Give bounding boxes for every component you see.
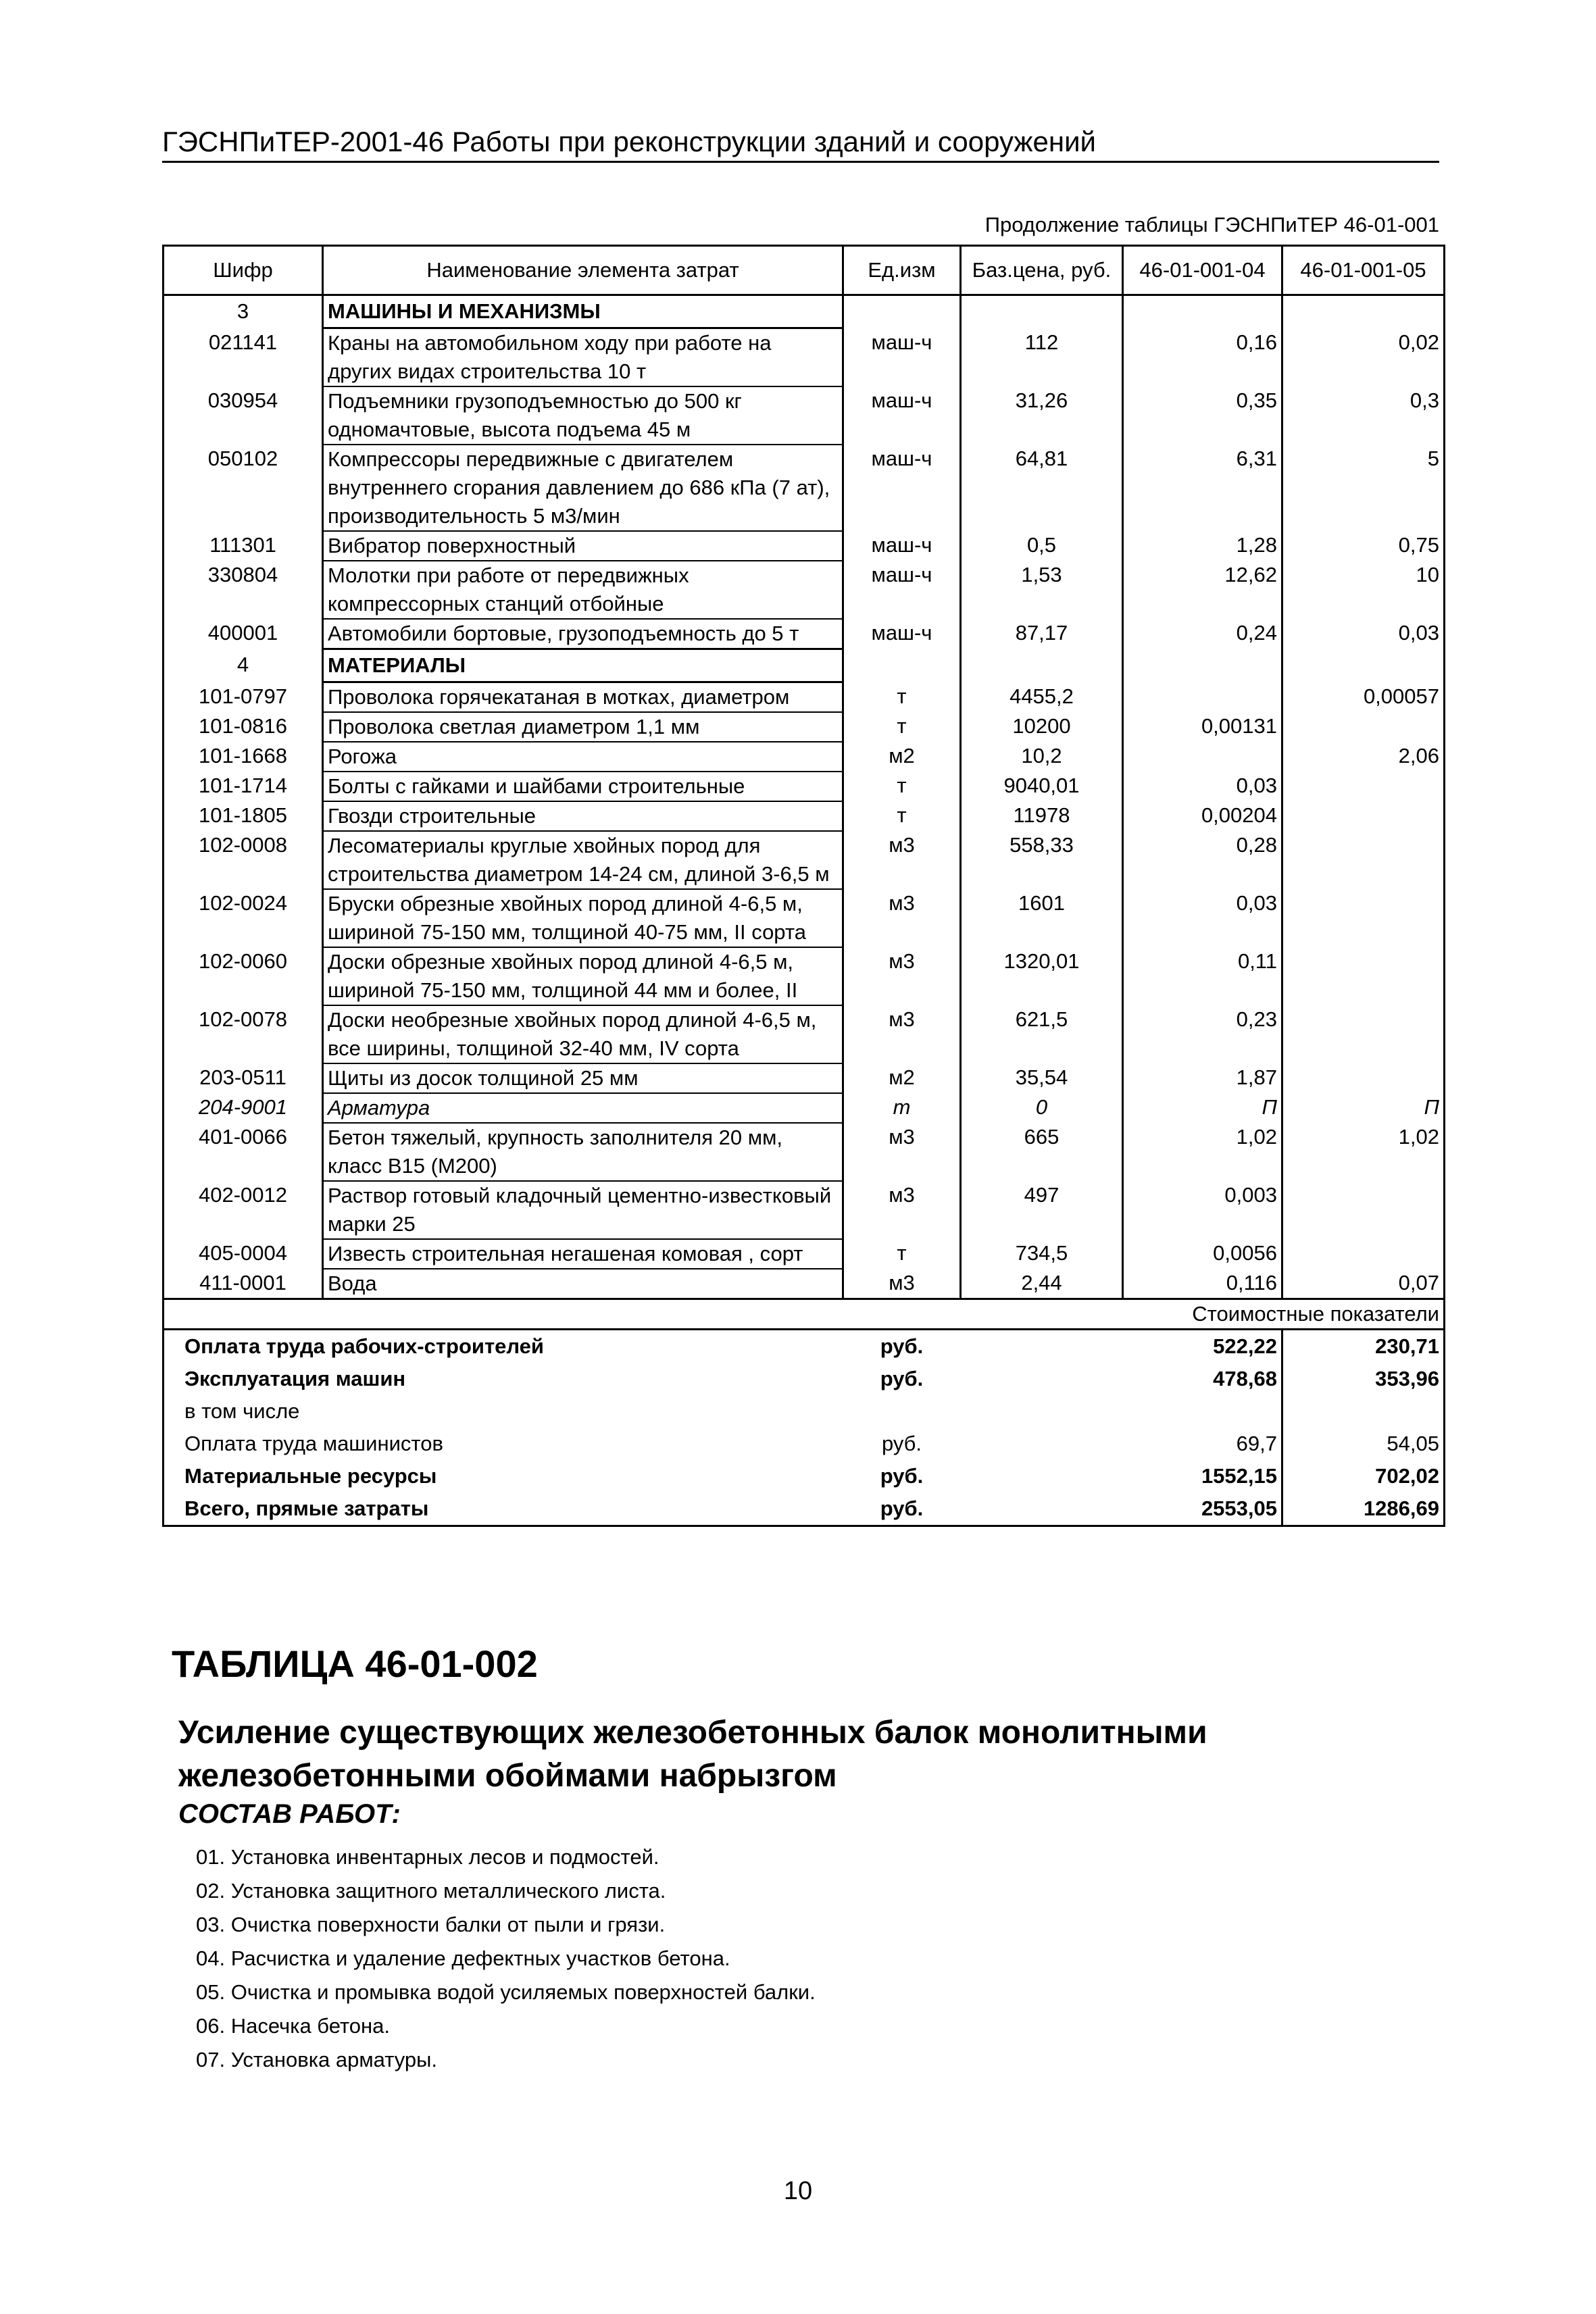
resource-unit: т [843, 772, 961, 801]
summary-rate-05: 1286,69 [1282, 1492, 1445, 1526]
page-number: 10 [783, 2177, 813, 2205]
rate-04-value: 1,02 [1123, 1123, 1282, 1181]
work-item: 03. Очистка поверхности балки от пыли и грязи. [196, 1913, 666, 1936]
rate-04-value: 0,16 [1123, 328, 1282, 387]
summary-label: Оплата труда машинистов [164, 1428, 843, 1460]
resource-price: 11978 [961, 801, 1123, 831]
empty-cell [961, 1492, 1123, 1526]
resource-unit: м3 [843, 1181, 961, 1239]
resource-price: 1320,01 [961, 947, 1123, 1005]
resource-name: Подъемники грузоподъемностью до 500 кг одномачтовые, высота подъема 45 м [323, 386, 843, 445]
resource-name: Арматура [323, 1093, 843, 1123]
resource-unit: т [843, 682, 961, 713]
resource-price: 1,53 [961, 561, 1123, 619]
resource-price: 9040,01 [961, 772, 1123, 801]
rate-05-value [1282, 1005, 1445, 1063]
rate-05-value: 0,07 [1282, 1269, 1445, 1299]
table-row [164, 1005, 1445, 1063]
column-header-price: Баз.цена, руб. [961, 246, 1123, 295]
column-header-name: Наименование элемента затрат [323, 246, 843, 295]
resource-code: 102-0060 [164, 947, 323, 1005]
resource-price: 0,5 [961, 531, 1123, 561]
rate-04-value: 0,11 [1123, 947, 1282, 1005]
rate-05-value [1282, 1063, 1445, 1093]
empty-cell [1123, 649, 1282, 682]
table-body [164, 295, 1445, 1526]
summary-row [164, 1492, 1445, 1526]
resource-code: 330804 [164, 561, 323, 619]
table-row [164, 1239, 1445, 1269]
resource-price: 558,33 [961, 831, 1123, 889]
resource-price: 87,17 [961, 619, 1123, 649]
resource-price: 497 [961, 1181, 1123, 1239]
resource-unit: маш-ч [843, 561, 961, 619]
rate-05-value: 5 [1282, 445, 1445, 531]
summary-unit: руб. [880, 1367, 924, 1390]
summary-label: в том числе [164, 1395, 843, 1428]
resource-unit: т [843, 1239, 961, 1269]
section-code: 4 [164, 649, 323, 682]
column-header-unit: Ед.изм [843, 246, 961, 295]
rate-05-value: 0,75 [1282, 531, 1445, 561]
summary-row [164, 1460, 1445, 1492]
resource-name: Доски обрезные хвойных пород длиной 4-6,5 м, шириной 75-150 мм, толщиной 44 мм и более, II [323, 947, 843, 1005]
rate-05-value: 0,3 [1282, 386, 1445, 445]
resource-code: 204-9001 [164, 1093, 323, 1123]
table-row [164, 1123, 1445, 1181]
work-item: 05. Очистка и промывка водой усиляемых поверхностей балки. [196, 1980, 816, 2004]
resource-name: Бруски обрезные хвойных пород длиной 4-6,5 м, шириной 75-150 мм, толщиной 40-75 мм, II сорта [323, 889, 843, 947]
table-row [164, 561, 1445, 619]
empty-cell [961, 1395, 1123, 1428]
resource-price: 734,5 [961, 1239, 1123, 1269]
resource-name: Молотки при работе от передвижных компрессорных станций отбойные [323, 561, 843, 619]
resource-unit: т [843, 801, 961, 831]
resource-price: 112 [961, 328, 1123, 387]
summary-row [164, 1395, 1445, 1428]
table-continuation-note: Продолжение таблицы ГЭСНПиТЕР 46-01-001 [984, 213, 1439, 236]
rate-04-value: 0,28 [1123, 831, 1282, 889]
summary-row [164, 1428, 1445, 1460]
table-row [164, 889, 1445, 947]
rate-04-value: 0,00131 [1123, 712, 1282, 742]
table-title: ТАБЛИЦА 46-01-002 [172, 1642, 538, 1685]
resource-name: Болты с гайками и шайбами строительные [323, 772, 843, 801]
resource-price: 10200 [961, 712, 1123, 742]
cost-indicators-row [164, 1299, 1445, 1330]
work-item: 04. Расчистка и удаление дефектных участков бетона. [196, 1946, 730, 1970]
summary-rate-04: 478,68 [1123, 1363, 1282, 1395]
resource-unit: маш-ч [843, 386, 961, 445]
table-row [164, 531, 1445, 561]
resource-name: Автомобили бортовые, грузоподъемность до 5 т [323, 619, 843, 649]
work-item: 07. Установка арматуры. [196, 2048, 438, 2071]
rate-04-value: 1,87 [1123, 1063, 1282, 1093]
empty-cell [843, 649, 961, 682]
resource-code: 203-0511 [164, 1063, 323, 1093]
resource-unit: м3 [843, 1269, 961, 1299]
resource-unit: м2 [843, 742, 961, 772]
rate-05-value: 2,06 [1282, 742, 1445, 772]
empty-cell [961, 649, 1123, 682]
resource-unit: м3 [843, 1123, 961, 1181]
resource-unit: м3 [843, 889, 961, 947]
resource-code: 102-0078 [164, 1005, 323, 1063]
rate-05-value: 10 [1282, 561, 1445, 619]
rate-04-value [1123, 742, 1282, 772]
rate-04-value: 6,31 [1123, 445, 1282, 531]
resource-price: 35,54 [961, 1063, 1123, 1093]
running-header: ГЭСНПиТЕР-2001-46 Работы при реконструкции зданий и сооружений [162, 126, 1439, 163]
rate-05-value [1282, 712, 1445, 742]
section-row [164, 649, 1445, 682]
resource-code: 111301 [164, 531, 323, 561]
resource-code: 021141 [164, 328, 323, 387]
rate-05-value [1282, 772, 1445, 801]
resource-name: Проволока горячекатаная в мотках, диаметром [323, 682, 843, 713]
resource-unit: маш-ч [843, 619, 961, 649]
table-row [164, 682, 1445, 713]
resource-unit: м2 [843, 1063, 961, 1093]
works-list [196, 1840, 1439, 2077]
resource-unit: т [843, 1093, 961, 1123]
rate-05-value [1282, 1239, 1445, 1269]
resource-unit: м3 [843, 947, 961, 1005]
resource-name: Вибратор поверхностный [323, 531, 843, 561]
resource-price: 10,2 [961, 742, 1123, 772]
empty-cell [961, 1460, 1123, 1492]
rate-05-value: 0,03 [1282, 619, 1445, 649]
rate-04-value: 0,35 [1123, 386, 1282, 445]
summary-label: Материальные ресурсы [164, 1460, 843, 1492]
table-row [164, 831, 1445, 889]
table-row [164, 386, 1445, 445]
rate-05-value: 0,00057 [1282, 682, 1445, 713]
summary-rate-05: 230,71 [1282, 1330, 1445, 1363]
resource-unit: м3 [843, 831, 961, 889]
resource-name: Гвозди строительные [323, 801, 843, 831]
section-code: 3 [164, 295, 323, 328]
empty-cell [843, 295, 961, 328]
resource-unit: м3 [843, 1005, 961, 1063]
resource-code: 102-0008 [164, 831, 323, 889]
resource-name: Лесоматериалы круглые хвойных пород для строительства диаметром 14-24 см, длиной 3-6,5 м [323, 831, 843, 889]
resource-name: Рогожа [323, 742, 843, 772]
summary-unit: руб. [843, 1330, 961, 1363]
summary-label: Эксплуатация машин [164, 1363, 843, 1395]
resource-code: 050102 [164, 445, 323, 531]
summary-rate-04: 1552,15 [1123, 1460, 1282, 1492]
empty-cell [961, 1363, 1123, 1395]
resource-code: 101-0797 [164, 682, 323, 713]
empty-cell [1282, 295, 1445, 328]
rate-05-value [1282, 947, 1445, 1005]
rate-04-value: 0,0056 [1123, 1239, 1282, 1269]
work-item: 01. Установка инвентарных лесов и подмостей. [196, 1845, 659, 1869]
empty-cell [1282, 649, 1445, 682]
table-row [164, 1063, 1445, 1093]
resource-price: 64,81 [961, 445, 1123, 531]
rate-04-value: 0,03 [1123, 889, 1282, 947]
summary-unit: руб. [843, 1492, 961, 1526]
table-row [164, 328, 1445, 387]
resource-code: 030954 [164, 386, 323, 445]
resource-unit: маш-ч [843, 445, 961, 531]
resource-code: 101-0816 [164, 712, 323, 742]
resource-price: 31,26 [961, 386, 1123, 445]
section-title: МАТЕРИАЛЫ [323, 649, 843, 682]
rate-04-value: 0,03 [1123, 772, 1282, 801]
rate-05-value [1282, 1181, 1445, 1239]
resource-name: Краны на автомобильном ходу при работе на других видах строительства 10 т [323, 328, 843, 387]
rate-05-value [1282, 889, 1445, 947]
summary-rate-04: 2553,05 [1123, 1492, 1282, 1526]
resource-table [162, 245, 1445, 1527]
section-title: МАШИНЫ И МЕХАНИЗМЫ [323, 295, 843, 328]
resource-name: Бетон тяжелый, крупность заполнителя 20 мм, класс В15 (М200) [323, 1123, 843, 1181]
cost-indicators-title: Стоимостные показатели [164, 1299, 1445, 1330]
resource-name: Вода [323, 1269, 843, 1299]
table-row [164, 1093, 1445, 1123]
table-row [164, 445, 1445, 531]
resource-name: Проволока светлая диаметром 1,1 мм [323, 712, 843, 742]
resource-name: Известь строительная негашеная комовая , сорт [323, 1239, 843, 1269]
resource-price: 665 [961, 1123, 1123, 1181]
summary-rate-05: 54,05 [1282, 1428, 1445, 1460]
resource-code: 101-1668 [164, 742, 323, 772]
resource-price: 2,44 [961, 1269, 1123, 1299]
column-header-rate-05: 46-01-001-05 [1282, 246, 1445, 295]
rate-04-value: 0,003 [1123, 1181, 1282, 1239]
summary-rate-05: 353,96 [1282, 1363, 1445, 1395]
column-header-code: Шифр [164, 246, 323, 295]
empty-cell [961, 295, 1123, 328]
rate-04-value: 0,00204 [1123, 801, 1282, 831]
empty-cell [1123, 295, 1282, 328]
resource-price: 1601 [961, 889, 1123, 947]
resource-unit: т [843, 712, 961, 742]
rate-04-value: 12,62 [1123, 561, 1282, 619]
work-item: 02. Установка защитного металлического листа. [196, 1879, 666, 1903]
rate-05-value [1282, 801, 1445, 831]
rate-05-value: 1,02 [1282, 1123, 1445, 1181]
resource-price: 4455,2 [961, 682, 1123, 713]
work-item: 06. Насечка бетона. [196, 2014, 390, 2038]
summary-label: Всего, прямые затраты [164, 1492, 843, 1526]
resource-name: Щиты из досок толщиной 25 мм [323, 1063, 843, 1093]
resource-unit: маш-ч [843, 531, 961, 561]
table-row [164, 1181, 1445, 1239]
resource-code: 102-0024 [164, 889, 323, 947]
empty-cell [961, 1428, 1123, 1460]
resource-code: 101-1805 [164, 801, 323, 831]
table-row [164, 801, 1445, 831]
section-row [164, 295, 1445, 328]
summary-unit [843, 1395, 961, 1428]
resource-unit: маш-ч [843, 328, 961, 387]
rate-04-value [1123, 682, 1282, 713]
table-row [164, 772, 1445, 801]
summary-row [164, 1330, 1445, 1363]
resource-code: 401-0066 [164, 1123, 323, 1181]
summary-unit: руб. [881, 1432, 922, 1455]
summary-label: Оплата труда рабочих-строителей [164, 1330, 843, 1363]
table-row [164, 619, 1445, 649]
resource-name: Раствор готовый кладочный цементно-известковый марки 25 [323, 1181, 843, 1239]
table-row [164, 947, 1445, 1005]
table-row [164, 1269, 1445, 1299]
section-subtitle: Усиление существующих железобетонных балок монолитными железобетонными обоймами набрызгом [178, 1715, 1207, 1794]
resource-name: Компрессоры передвижные с двигателем внутреннего сгорания давлением до 686 кПа (7 ат), производительность 5 м3/мин [323, 445, 843, 531]
summary-rate-04 [1123, 1395, 1282, 1428]
summary-rate-04: 522,22 [1123, 1330, 1282, 1363]
table-row [164, 712, 1445, 742]
resource-price: 621,5 [961, 1005, 1123, 1063]
summary-rate-05: 702,02 [1282, 1460, 1445, 1492]
rate-04-value: П [1123, 1093, 1282, 1123]
rate-04-value: 1,28 [1123, 531, 1282, 561]
rate-04-value: 0,24 [1123, 619, 1282, 649]
empty-cell [961, 1330, 1123, 1363]
works-heading: СОСТАВ РАБОТ: [178, 1799, 401, 1829]
section-block [162, 1642, 1439, 2077]
summary-row [164, 1363, 1445, 1395]
rate-05-value [1282, 831, 1445, 889]
summary-unit: руб. [880, 1464, 924, 1488]
resource-code: 101-1714 [164, 772, 323, 801]
table-header-row [164, 246, 1445, 295]
resource-name: Доски необрезные хвойных пород длиной 4-6,5 м, все ширины, толщиной 32-40 мм, IV сорта [323, 1005, 843, 1063]
column-header-rate-04: 46-01-001-04 [1123, 246, 1282, 295]
resource-code: 402-0012 [164, 1181, 323, 1239]
summary-rate-04: 69,7 [1123, 1428, 1282, 1460]
rate-04-value: 0,23 [1123, 1005, 1282, 1063]
table-row [164, 742, 1445, 772]
rate-04-value: 0,116 [1123, 1269, 1282, 1299]
resource-price: 0 [961, 1093, 1123, 1123]
rate-05-value: П [1282, 1093, 1445, 1123]
rate-05-value: 0,02 [1282, 328, 1445, 387]
summary-rate-05 [1282, 1395, 1445, 1428]
resource-code: 405-0004 [164, 1239, 323, 1269]
resource-code: 411-0001 [164, 1269, 323, 1299]
resource-code: 400001 [164, 619, 323, 649]
